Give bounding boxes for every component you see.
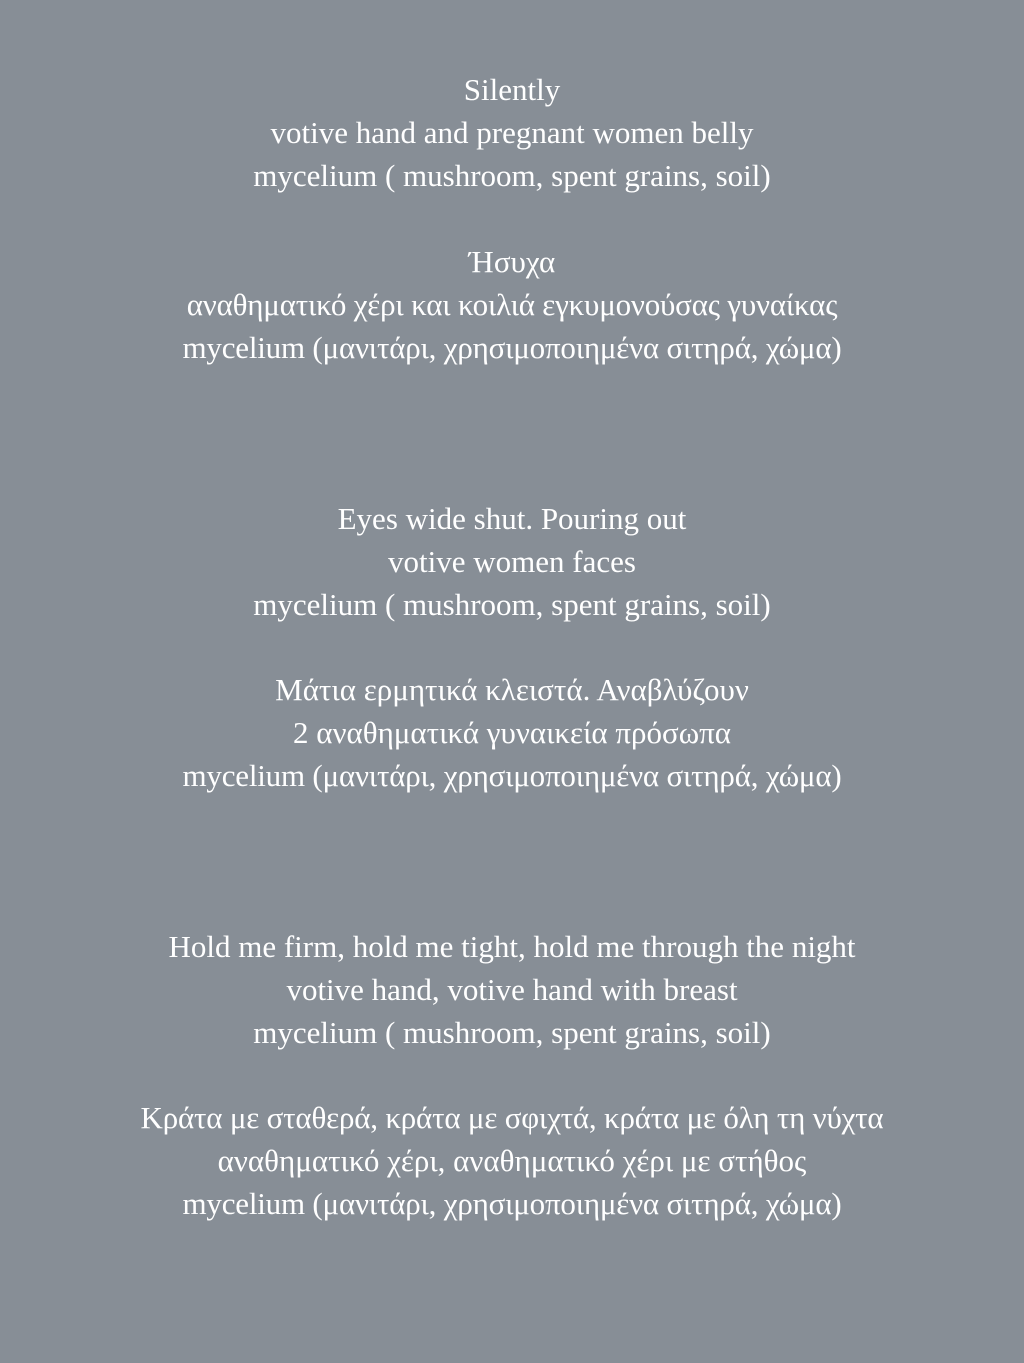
artwork-title: Eyes wide shut. Pouring out: [337, 501, 687, 536]
artwork-title: Silently: [463, 72, 561, 107]
artwork-title: Κράτα με σταθερά, κράτα με σφιχτά, κράτα με όλη τη νύχτα: [140, 1100, 884, 1135]
artwork-material: mycelium (μανιτάρι, χρησιμοποιημένα σιτηρά, χώμα): [182, 758, 842, 793]
artwork-subject: αναθηματικό χέρι και κοιλιά εγκυμονούσας γυναίκας: [186, 287, 838, 322]
artwork-subject: αναθηματικό χέρι, αναθηματικό χέρι με στήθος: [217, 1143, 807, 1178]
artwork-subject: votive hand, votive hand with breast: [286, 972, 738, 1007]
artwork-2-greek: [0, 668, 1024, 797]
artwork-1-english: [0, 68, 1024, 197]
artwork-3-greek: [0, 1096, 1024, 1225]
artwork-2-english: [0, 497, 1024, 626]
artwork-material: mycelium ( mushroom, spent grains, soil): [253, 1015, 771, 1050]
artwork-material: mycelium (μανιτάρι, χρησιμοποιημένα σιτηρά, χώμα): [182, 330, 842, 365]
artwork-1-greek: [0, 240, 1024, 369]
artwork-3-english: [0, 925, 1024, 1054]
artwork-material: mycelium ( mushroom, spent grains, soil): [253, 158, 771, 193]
artwork-subject: votive women faces: [388, 544, 636, 579]
artwork-title: Ήσυχα: [468, 244, 556, 279]
artwork-material: mycelium (μανιτάρι, χρησιμοποιημένα σιτηρά, χώμα): [182, 1186, 842, 1221]
artwork-material: mycelium ( mushroom, spent grains, soil): [253, 587, 771, 622]
artwork-subject: 2 αναθηματικά γυναικεία πρόσωπα: [292, 715, 732, 750]
artwork-title: Μάτια ερμητικά κλειστά. Αναβλύζουν: [275, 672, 749, 707]
artwork-subject: votive hand and pregnant women belly: [270, 115, 754, 150]
artwork-title: Hold me firm, hold me tight, hold me through the night: [168, 929, 856, 964]
